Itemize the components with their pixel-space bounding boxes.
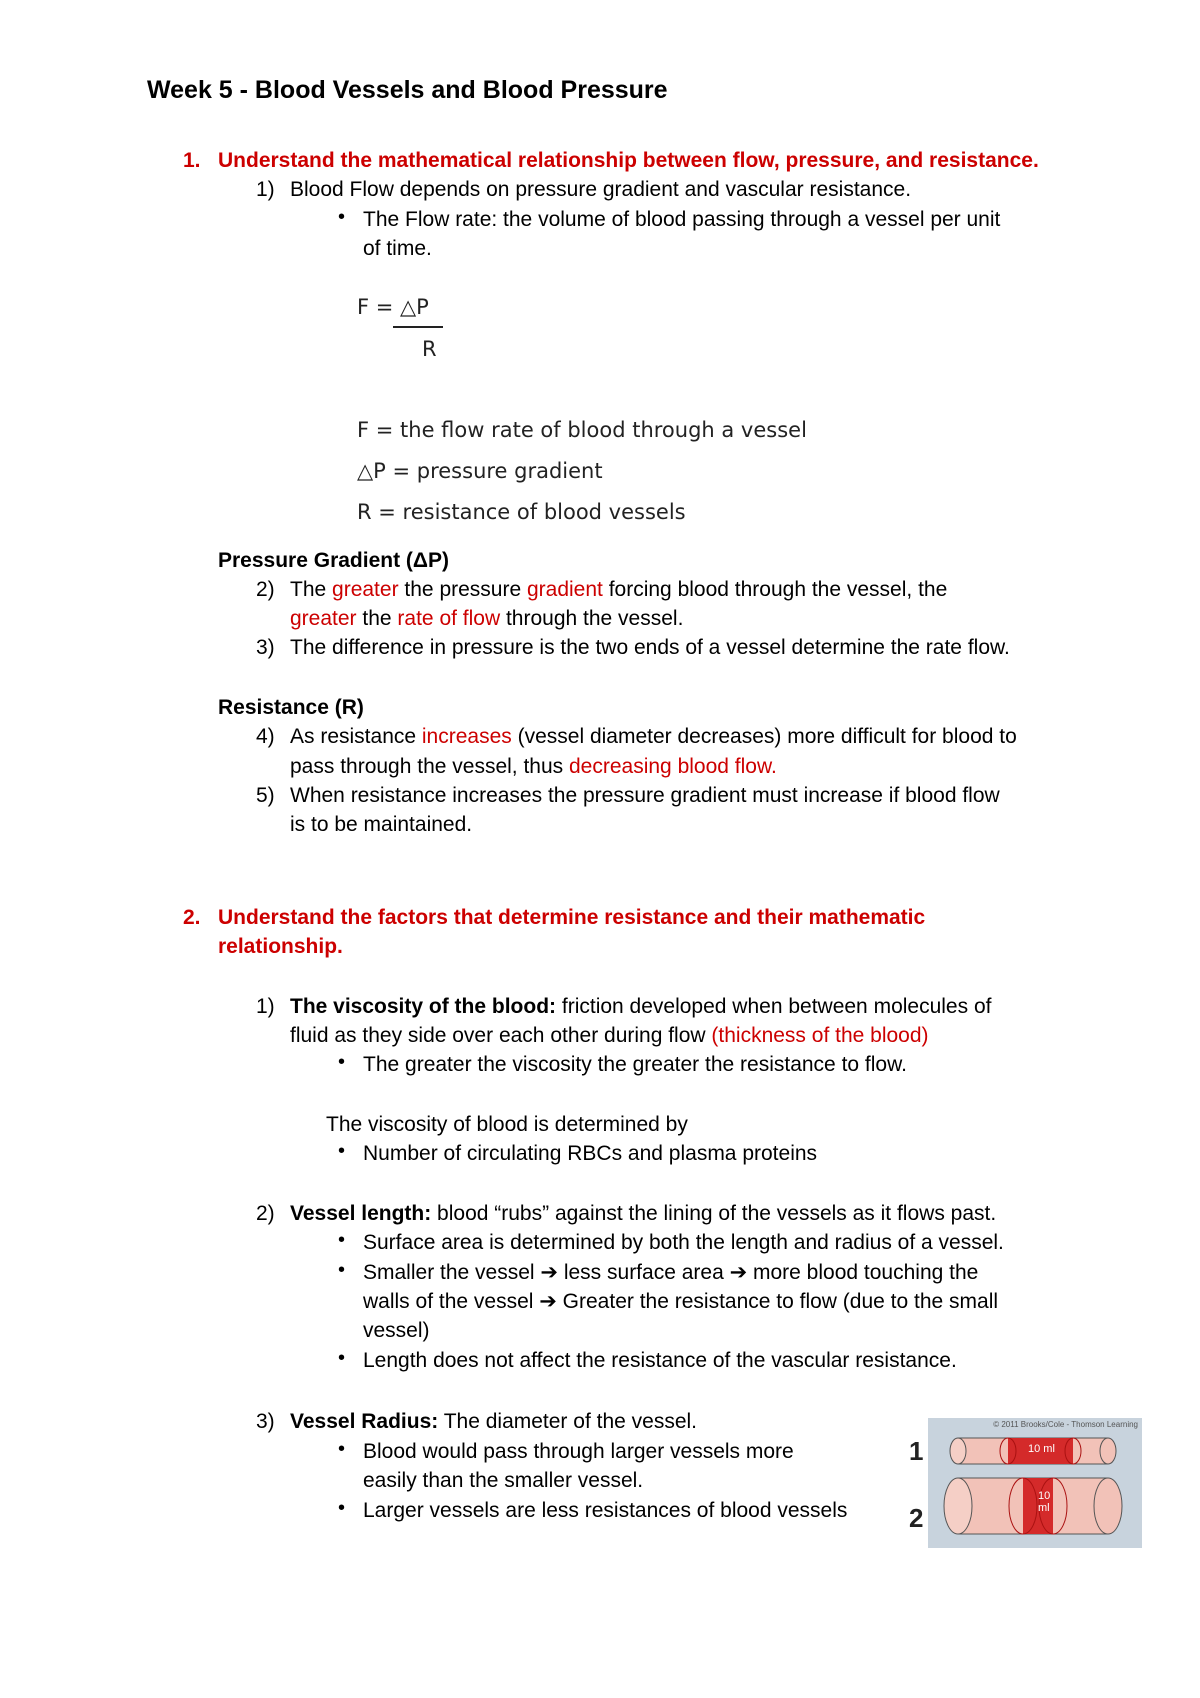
item-number: 2)	[256, 578, 275, 601]
definition: R = resistance of blood vessels	[357, 500, 686, 524]
volume-label-2: 10 ml	[1038, 1490, 1051, 1514]
bullet-text: Larger vessels are less resistances of blood vessels	[363, 1499, 848, 1522]
bullet-text: Number of circulating RBCs and plasma proteins	[363, 1142, 818, 1165]
section-1-number: 1.	[183, 149, 201, 172]
bullet-icon: •	[338, 1229, 346, 1251]
item-text: As resistance increases (vessel diameter decreases) more difficult for blood to	[290, 725, 1017, 748]
bullet-text: The greater the viscosity the greater the resistance to flow.	[363, 1053, 907, 1076]
item-number: 1)	[256, 178, 275, 201]
bullet-icon: •	[338, 1347, 346, 1369]
item-number: 2)	[256, 1202, 275, 1225]
bullet-text: of time.	[363, 237, 432, 260]
bullet-icon: •	[338, 1051, 346, 1073]
page-title: Week 5 - Blood Vessels and Blood Pressure	[147, 76, 668, 104]
item-text: Vessel length: blood “rubs” against the lining of the vessels as it flows past.	[290, 1202, 997, 1225]
item-text: When resistance increases the pressure gradient must increase if blood flow	[290, 784, 1000, 807]
formula-numerator: F = △P	[357, 295, 429, 319]
bullet-icon: •	[338, 1259, 346, 1281]
bullet-text: Blood would pass through larger vessels more	[363, 1440, 794, 1463]
definition: F = the flow rate of blood through a vessel	[357, 418, 807, 442]
item-text: Vessel Radius: The diameter of the vessel.	[290, 1410, 697, 1433]
section-2-heading: relationship.	[218, 935, 343, 958]
figure-label-2: 2	[909, 1503, 924, 1533]
definition: △P = pressure gradient	[357, 459, 603, 483]
bullet-text: Surface area is determined by both the length and radius of a vessel.	[363, 1231, 1004, 1254]
item-number: 5)	[256, 784, 275, 807]
item-number: 3)	[256, 636, 275, 659]
item-text: The greater the pressure gradient forcing blood through the vessel, the	[290, 578, 948, 601]
item-number: 1)	[256, 995, 275, 1018]
formula-denominator: R	[422, 337, 437, 361]
item-text: pass through the vessel, thus decreasing blood flow.	[290, 755, 777, 778]
bullet-icon: •	[338, 1140, 346, 1162]
bullet-text: The Flow rate: the volume of blood passing through a vessel per unit	[363, 208, 1001, 231]
bullet-text: Smaller the vessel ➔ less surface area ➔ more blood touching the	[363, 1261, 979, 1284]
item-number: 4)	[256, 725, 275, 748]
section-2-number: 2.	[183, 906, 201, 929]
bullet-text: easily than the smaller vessel.	[363, 1469, 644, 1492]
large-vessel	[944, 1478, 1122, 1534]
figure-copyright: © 2011 Brooks/Cole - Thomson Learning	[993, 1420, 1138, 1429]
volume-label-1: 10 ml	[1028, 1443, 1055, 1455]
bullet-text: Length does not affect the resistance of the vascular resistance.	[363, 1349, 957, 1372]
bullet-icon: •	[338, 206, 346, 228]
item-number: 3)	[256, 1410, 275, 1433]
subheading-resistance: Resistance (R)	[218, 696, 364, 719]
fraction-bar	[393, 326, 443, 328]
item-text: The viscosity of the blood: friction developed when between molecules of	[290, 995, 992, 1018]
bullet-text: vessel)	[363, 1319, 430, 1342]
section-1-heading: Understand the mathematical relationship between flow, pressure, and resistance.	[218, 149, 1039, 172]
paragraph: The viscosity of blood is determined by	[326, 1113, 688, 1136]
vessel-diagram	[928, 1418, 1142, 1548]
figure-label-1: 1	[909, 1436, 924, 1466]
item-text: fluid as they side over each other during flow (thickness of the blood)	[290, 1024, 929, 1047]
vessel-figure	[928, 1418, 1142, 1548]
item-text: Blood Flow depends on pressure gradient and vascular resistance.	[290, 178, 912, 201]
section-2-heading: Understand the factors that determine resistance and their mathematic	[218, 906, 926, 929]
bullet-text: walls of the vessel ➔ Greater the resistance to flow (due to the small	[363, 1290, 999, 1313]
bullet-icon: •	[338, 1497, 346, 1519]
bullet-icon: •	[338, 1438, 346, 1460]
item-text: is to be maintained.	[290, 813, 473, 836]
subheading-pressure-gradient: Pressure Gradient (ΔP)	[218, 549, 449, 572]
item-text: The difference in pressure is the two ends of a vessel determine the rate flow.	[290, 636, 1010, 659]
item-text: greater the rate of flow through the vessel.	[290, 607, 684, 630]
